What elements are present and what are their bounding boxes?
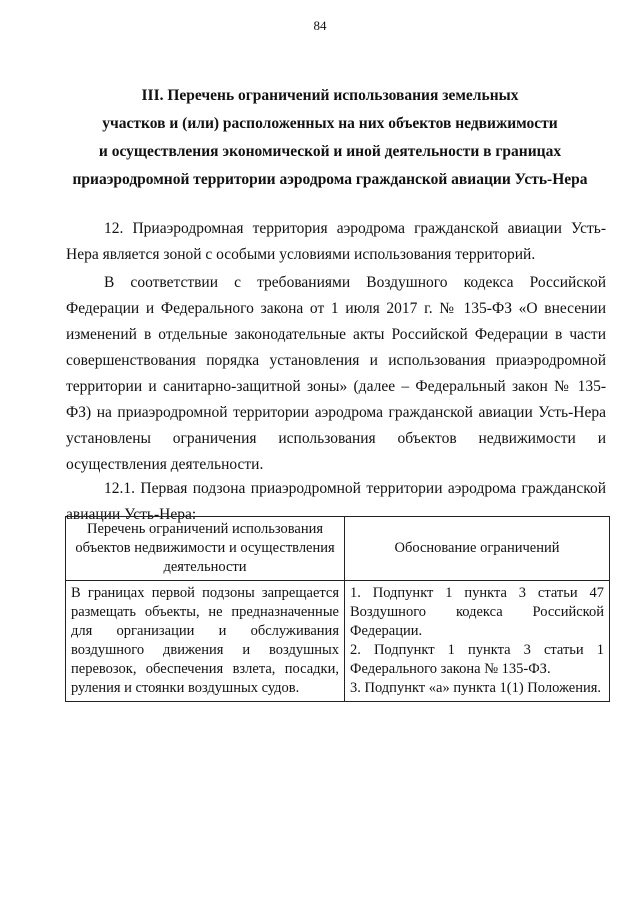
section-title-line-1: III. Перечень ограничений использования земельных xyxy=(141,87,519,104)
table-header-row xyxy=(66,517,610,581)
paragraph-12-1: 12.1. Первая подзона приаэродромной территории аэродрома гражданской авиации Усть-Нера: xyxy=(66,479,606,523)
header-restrictions: Перечень ограничений использования объектов недвижимости и осуществления деятельности xyxy=(66,517,345,581)
basis-item-1: 1. Подпункт 1 пункта 3 статьи 47 Воздушного кодекса Российской Федерации. xyxy=(350,585,604,639)
basis-cell xyxy=(345,581,610,702)
section-title xyxy=(60,82,600,194)
header-basis: Обоснование ограничений xyxy=(345,517,610,581)
page-number: 84 xyxy=(313,18,327,33)
restriction-text: В границах первой подзоны запрещается размещать объекты, не предназначенные для организации и обслуживания воздушного движения и воздушных перевозок, обеспечения взлета, посадки, руления и стоянки воздушных судов. xyxy=(71,585,339,696)
basis-item-3: 3. Подпункт «а» пункта 1(1) Положения. xyxy=(350,680,602,696)
section-title-line-2: участков и (или) расположенных на них объектов недвижимости xyxy=(102,115,558,132)
paragraph-legal-basis: В соответствии с требованиями Воздушного кодекса Российской Федерации и Федерального закона от 1 июля 2017 г. № 135-ФЗ «О внесении изменений в отдельные законодательные акты Российской Федерации в части совершенствования порядка установления и использования приаэродромной территории и санитарно-защитной зоны» (далее – Федеральный закон № 135-ФЗ) на приаэродромной территории аэродрома гражданской авиации Усть-Нера установлены ограничения использования объектов недвижимости и осуществления деятельности. xyxy=(66,273,606,473)
basis-item-2: 2. Подпункт 1 пункта 3 статьи 1 Федерального закона № 135-ФЗ. xyxy=(350,642,604,677)
restrictions-table xyxy=(65,516,610,702)
table-row xyxy=(66,581,610,702)
section-title-line-4: приаэродромной территории аэродрома гражданской авиации Усть-Нера xyxy=(72,171,588,188)
section-title-line-3: и осуществления экономической и иной деятельности в границах xyxy=(98,143,562,160)
restriction-cell xyxy=(66,581,345,702)
paragraph-12: 12. Приаэродромная территория аэродрома гражданской авиации Усть-Нера является зоной с особыми условиями использования территорий. xyxy=(66,219,606,263)
